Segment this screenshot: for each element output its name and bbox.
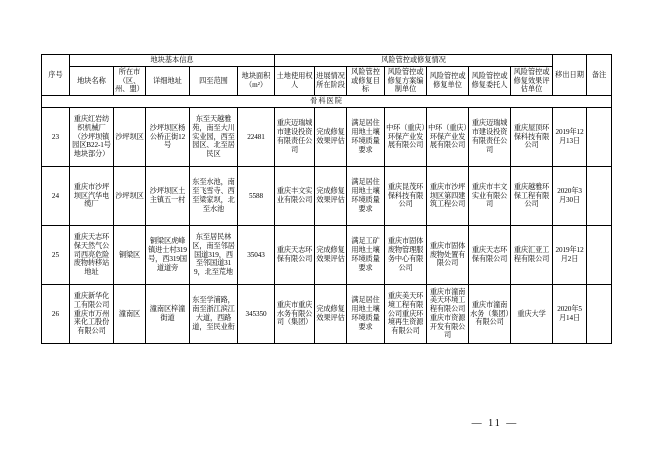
row-client: 重庆市丰文实业有限公司 xyxy=(469,166,511,225)
row-progress: 完成修复效果评估 xyxy=(315,284,347,343)
row-remarks xyxy=(587,107,612,166)
col-plan-unit: 风险管控或修复方案编制单位 xyxy=(385,66,427,95)
row-progress: 完成修复效果评估 xyxy=(315,107,347,166)
col-parcel-name: 地块名称 xyxy=(70,66,114,95)
row-land-user: 重庆迈瑞城市建设投资有限责任公司 xyxy=(275,107,315,166)
row-remarks xyxy=(587,225,612,284)
row-city: 铜梁区 xyxy=(114,225,146,284)
col-area: 地块面积（m²） xyxy=(238,66,275,95)
row-boundary: 东至学浦路，南至浙江滨江大道，西路道，至民业衔 xyxy=(190,284,238,343)
row-assessment-unit: 重庆汇亚工程有限公司 xyxy=(511,225,553,284)
row-remarks xyxy=(587,284,612,343)
row-client: 重庆迈瑞城市建设投资有限责任公司 xyxy=(469,107,511,166)
row-address: 铜梁区虎峰镇进士村319号，西319国道道旁 xyxy=(146,225,190,284)
table-row xyxy=(42,166,612,225)
row-remarks xyxy=(587,166,612,225)
col-address: 详细地址 xyxy=(146,66,190,95)
row-seq: 26 xyxy=(42,284,70,343)
row-area: 35043 xyxy=(238,225,275,284)
row-remediation-unit: 重庆市固体废物处置有限公司 xyxy=(427,225,469,284)
row-assessment-unit: 重庆越雅环保工程有限公司 xyxy=(511,166,553,225)
row-plan-unit: 中环（重庆）环保产业发展有限公司 xyxy=(385,107,427,166)
row-removal-date: 2019年12月2日 xyxy=(553,225,587,284)
row-assessment-unit: 重庆大学 xyxy=(511,284,553,343)
col-risk-target: 风险管控或修复目标 xyxy=(347,66,385,95)
row-boundary: 东至水池，南至飞雪寺、西至梁家坝，北至水池 xyxy=(190,166,238,225)
row-parcel-name: 重庆红岩纺织机械厂（沙坪坝镇园区B22-1号地块部分） xyxy=(70,107,114,166)
col-seq: 序号 xyxy=(42,55,70,96)
row-target: 满足居住用地土壤环境质量要求 xyxy=(347,284,385,343)
row-area: 345350 xyxy=(238,284,275,343)
row-parcel-name: 重庆新华化工有限公司重庆市万州来化工股份有限公司 xyxy=(70,284,114,343)
row-removal-date: 2020年3月30日 xyxy=(553,166,587,225)
col-removal-date: 移出日期 xyxy=(553,55,587,96)
row-remediation-unit: 重庆市潼南美天环境工程有限公司重庆市资源开发有限公司 xyxy=(427,284,469,343)
table-header-row-2 xyxy=(42,66,612,95)
parcel-table xyxy=(41,54,612,344)
row-target: 满足居住用地土壤环境质量要求 xyxy=(347,166,385,225)
col-parcel-basic-info: 地块基本信息 xyxy=(70,55,275,67)
row-parcel-name: 重庆市沙坪坝区汽华电缆厂 xyxy=(70,166,114,225)
row-progress: 完成修复效果评估 xyxy=(315,166,347,225)
table-row xyxy=(42,284,612,343)
row-target: 满足工矿用地土壤环境质量要求 xyxy=(347,225,385,284)
row-boundary: 东至居民林区，南至邻居国道319，西至邻国道319，北至荒地 xyxy=(190,225,238,284)
row-parcel-name: 重庆天志环保天然气公司西亮危险废物转移站地址 xyxy=(70,225,114,284)
row-seq: 24 xyxy=(42,166,70,225)
row-seq: 25 xyxy=(42,225,70,284)
section-title: 骨科医院 xyxy=(42,96,612,108)
table-section-row xyxy=(42,96,612,108)
row-land-user: 重庆丰文实业有限公司 xyxy=(275,166,315,225)
table-header-row-1 xyxy=(42,55,612,67)
row-target: 满足居住用地土壤环境质量要求 xyxy=(347,107,385,166)
row-boundary: 东至天越雅苑，南至大川实业园，西至园区、北至居民区 xyxy=(190,107,238,166)
row-remediation-unit: 重庆市沙坪坝区第四建筑工程公司 xyxy=(427,166,469,225)
row-land-user: 重庆市重庆水务有限公司（集团） xyxy=(275,284,315,343)
row-removal-date: 2019年12月13日 xyxy=(553,107,587,166)
col-remediation-unit: 风险管控或修复单位 xyxy=(427,66,469,95)
row-plan-unit: 重庆美天环境工程有限公司重庆环境再生资源有限公司 xyxy=(385,284,427,343)
row-plan-unit: 重庆昆茂环保科技有限公司 xyxy=(385,166,427,225)
row-removal-date: 2020年5月14日 xyxy=(553,284,587,343)
row-client: 重庆市潼南水务（集团）有限公司 xyxy=(469,284,511,343)
col-boundary: 四至范围 xyxy=(190,66,238,95)
col-remarks: 备注 xyxy=(587,55,612,96)
row-plan-unit: 重庆市固体废物管理服务中心有限公司 xyxy=(385,225,427,284)
row-remediation-unit: 中环（重庆）环保产业发展有限公司 xyxy=(427,107,469,166)
row-address: 沙坪坝区杨公桥正街12号 xyxy=(146,107,190,166)
row-city: 潼南区 xyxy=(114,284,146,343)
row-city: 沙坪坝区 xyxy=(114,107,146,166)
page-footer xyxy=(0,418,650,429)
row-client: 重庆天志环保有限公司 xyxy=(469,225,511,284)
col-land-user: 土地使用权人 xyxy=(275,66,315,95)
row-progress: 完成修复效果评估 xyxy=(315,225,347,284)
row-city: 沙坪坝区 xyxy=(114,166,146,225)
col-risk-control-or-remediation: 风险管控或修复情况 xyxy=(275,55,553,67)
row-assessment-unit: 重庆屋顶环保科技有限公司 xyxy=(511,107,553,166)
col-city-district: 所在市（区、州、盟） xyxy=(114,66,146,95)
row-area: 22481 xyxy=(238,107,275,166)
row-land-user: 重庆天志环保有限公司 xyxy=(275,225,315,284)
col-client: 风险管控或修复委托人 xyxy=(469,66,511,95)
row-seq: 23 xyxy=(42,107,70,166)
row-address: 潼南区梓潼街道 xyxy=(146,284,190,343)
col-effect-assessment-unit: 风险管控或修复效果评估单位 xyxy=(511,66,553,95)
table-row xyxy=(42,225,612,284)
table-row xyxy=(42,107,612,166)
page-number: — 11 — xyxy=(471,418,519,429)
row-area: 5588 xyxy=(238,166,275,225)
col-progress-stage: 进展情况所在阶段 xyxy=(315,66,347,95)
row-address: 沙坪坝区土主镇五一村 xyxy=(146,166,190,225)
